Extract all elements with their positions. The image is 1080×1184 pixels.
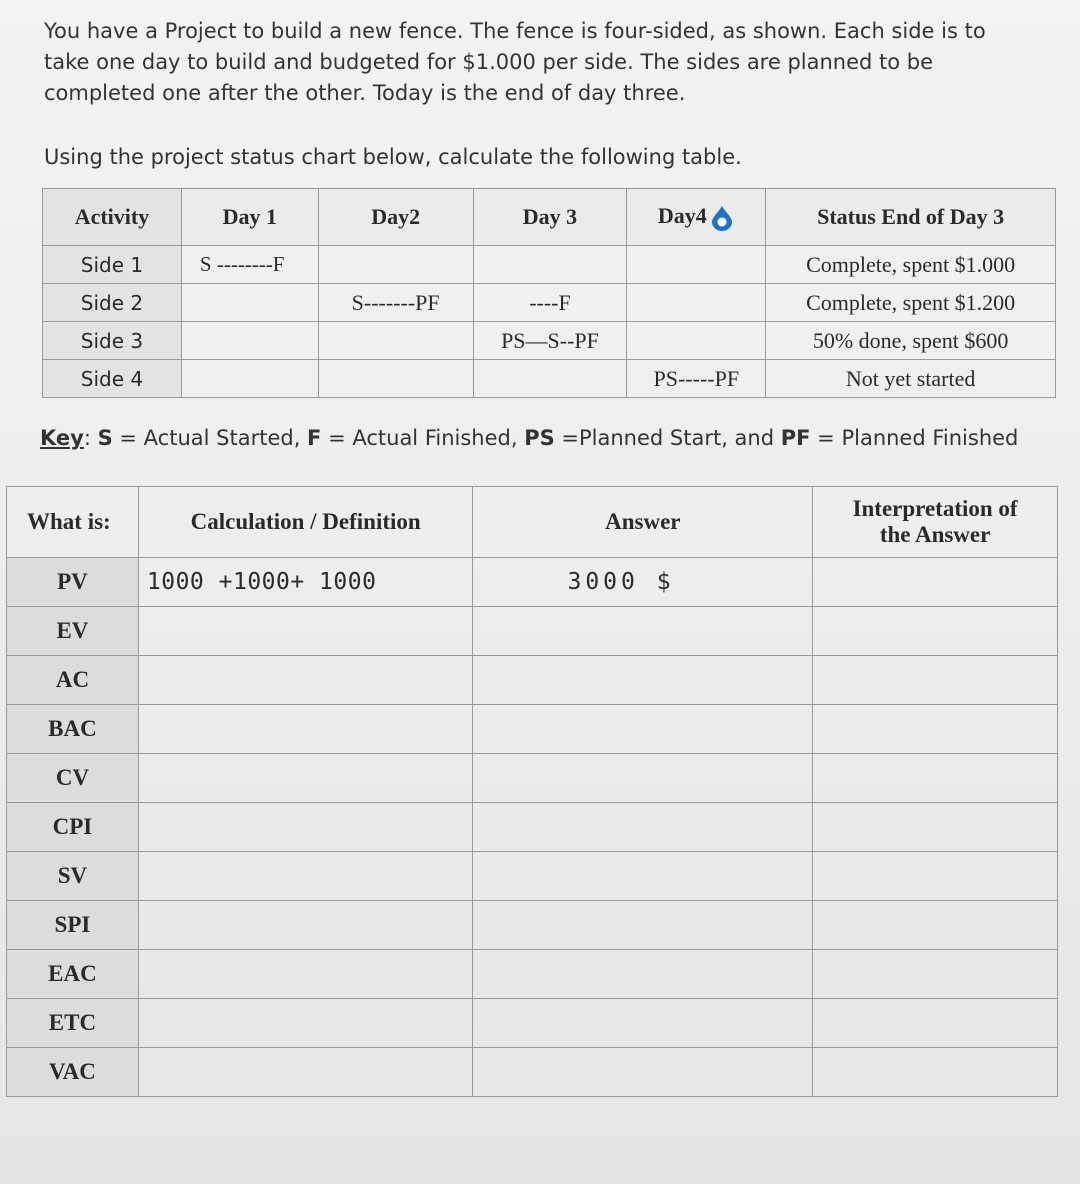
header-interpretation xyxy=(813,487,1058,558)
status-header-row xyxy=(43,189,1056,246)
calc-row xyxy=(7,656,1058,705)
answer-cell[interactable] xyxy=(473,803,813,852)
metric-cell: VAC xyxy=(7,1048,139,1097)
header-calculation: Calculation / Definition xyxy=(138,487,473,558)
activity-cell: Side 2 xyxy=(43,284,182,322)
calc-row xyxy=(7,852,1058,901)
interpretation-cell[interactable] xyxy=(813,607,1058,656)
day3-cell: ----F xyxy=(473,284,627,322)
calc-row xyxy=(7,607,1058,656)
answer-cell[interactable] xyxy=(473,950,813,999)
interpretation-cell[interactable] xyxy=(813,754,1058,803)
day1-cell: S --------F xyxy=(181,246,318,284)
calculation-cell[interactable] xyxy=(138,950,473,999)
answer-cell[interactable] xyxy=(473,705,813,754)
answer-cell[interactable] xyxy=(473,1048,813,1097)
metric-cell: BAC xyxy=(7,705,139,754)
key-f-text: = Actual Finished, xyxy=(321,426,525,450)
calc-row xyxy=(7,558,1058,607)
answer-cell[interactable] xyxy=(473,852,813,901)
status-row xyxy=(43,360,1056,398)
project-status-chart xyxy=(42,188,1056,398)
metric-cell: EV xyxy=(7,607,139,656)
header-day4: Day4 xyxy=(657,203,707,229)
status-cell: Complete, spent $1.200 xyxy=(766,284,1056,322)
calculation-cell[interactable] xyxy=(138,705,473,754)
calc-row xyxy=(7,705,1058,754)
calculation-cell[interactable]: 1000 +1000+ 1000 xyxy=(138,558,473,607)
header-answer: Answer xyxy=(473,487,813,558)
interpretation-cell[interactable] xyxy=(813,999,1058,1048)
metric-cell: CV xyxy=(7,754,139,803)
metric-cell: SV xyxy=(7,852,139,901)
header-status: Status End of Day 3 xyxy=(766,189,1056,246)
status-cell: 50% done, spent $600 xyxy=(766,322,1056,360)
day3-cell xyxy=(473,360,627,398)
answer-cell[interactable]: 3000 $ xyxy=(473,558,813,607)
key-ps-text: =Planned Start, and xyxy=(554,426,781,450)
metric-cell: AC xyxy=(7,656,139,705)
key-label: Key xyxy=(40,426,84,450)
calc-row xyxy=(7,901,1058,950)
interpretation-cell[interactable] xyxy=(813,803,1058,852)
header-day4-cell xyxy=(627,189,766,246)
legend-key: Key: S = Actual Started, F = Actual Finished, PS =Planned Start, and PF = Planned Finished xyxy=(40,426,1019,450)
calculation-cell[interactable] xyxy=(138,852,473,901)
status-row xyxy=(43,246,1056,284)
calculation-table xyxy=(6,486,1058,1097)
day1-cell xyxy=(181,322,318,360)
status-row xyxy=(43,284,1056,322)
calculation-cell[interactable] xyxy=(138,901,473,950)
day1-cell xyxy=(181,284,318,322)
metric-cell: ETC xyxy=(7,999,139,1048)
header-day2: Day2 xyxy=(318,189,473,246)
calc-header-row xyxy=(7,487,1058,558)
answer-cell[interactable] xyxy=(473,901,813,950)
interpretation-cell[interactable] xyxy=(813,558,1058,607)
water-drop-icon xyxy=(709,205,735,231)
day4-cell: PS-----PF xyxy=(627,360,766,398)
activity-cell: Side 4 xyxy=(43,360,182,398)
answer-cell[interactable] xyxy=(473,656,813,705)
calculation-cell[interactable] xyxy=(138,999,473,1048)
calculation-cell[interactable] xyxy=(138,656,473,705)
instruction-text: Using the project status chart below, calculate the following table. xyxy=(44,145,742,169)
calc-row xyxy=(7,1048,1058,1097)
key-pf-text: = Planned Finished xyxy=(810,426,1019,450)
status-cell: Complete, spent $1.000 xyxy=(766,246,1056,284)
header-interpretation-line1: Interpretation of xyxy=(852,496,1018,521)
activity-cell: Side 3 xyxy=(43,322,182,360)
interpretation-cell[interactable] xyxy=(813,705,1058,754)
day2-cell: S-------PF xyxy=(318,284,473,322)
status-row xyxy=(43,322,1056,360)
interpretation-cell[interactable] xyxy=(813,1048,1058,1097)
answer-cell[interactable] xyxy=(473,999,813,1048)
header-day1: Day 1 xyxy=(181,189,318,246)
metric-cell: PV xyxy=(7,558,139,607)
day3-cell: PS—S--PF xyxy=(473,322,627,360)
key-f: F xyxy=(307,426,322,450)
answer-cell[interactable] xyxy=(473,607,813,656)
answer-cell[interactable] xyxy=(473,754,813,803)
header-interpretation-line2: the Answer xyxy=(879,522,991,547)
calculation-cell[interactable] xyxy=(138,607,473,656)
key-s-text: = Actual Started, xyxy=(112,426,308,450)
metric-cell: EAC xyxy=(7,950,139,999)
interpretation-cell[interactable] xyxy=(813,852,1058,901)
calc-row xyxy=(7,754,1058,803)
key-pf: PF xyxy=(780,426,811,450)
header-day3: Day 3 xyxy=(473,189,627,246)
calculation-cell[interactable] xyxy=(138,803,473,852)
calc-row xyxy=(7,803,1058,852)
metric-cell: CPI xyxy=(7,803,139,852)
interpretation-cell[interactable] xyxy=(813,656,1058,705)
day4-cell xyxy=(627,322,766,360)
header-activity: Activity xyxy=(43,189,182,246)
calculation-cell[interactable] xyxy=(138,754,473,803)
day2-cell xyxy=(318,360,473,398)
interpretation-cell[interactable] xyxy=(813,901,1058,950)
calculation-cell[interactable] xyxy=(138,1048,473,1097)
day3-cell xyxy=(473,246,627,284)
calc-row xyxy=(7,999,1058,1048)
metric-cell: SPI xyxy=(7,901,139,950)
header-what-is: What is: xyxy=(7,487,139,558)
key-s: S xyxy=(97,426,113,450)
day4-cell xyxy=(627,246,766,284)
interpretation-cell[interactable] xyxy=(813,950,1058,999)
activity-cell: Side 1 xyxy=(43,246,182,284)
day1-cell xyxy=(181,360,318,398)
day2-cell xyxy=(318,322,473,360)
day4-cell xyxy=(627,284,766,322)
day2-cell xyxy=(318,246,473,284)
problem-statement: You have a Project to build a new fence. The fence is four-sided, as shown. Each side is to take one day to build and budgeted for $1.000 per side. The sides are planned to be completed one after the other. Today is the end of day three. xyxy=(44,19,986,105)
key-ps: PS xyxy=(524,426,555,450)
status-cell: Not yet started xyxy=(766,360,1056,398)
calc-row xyxy=(7,950,1058,999)
